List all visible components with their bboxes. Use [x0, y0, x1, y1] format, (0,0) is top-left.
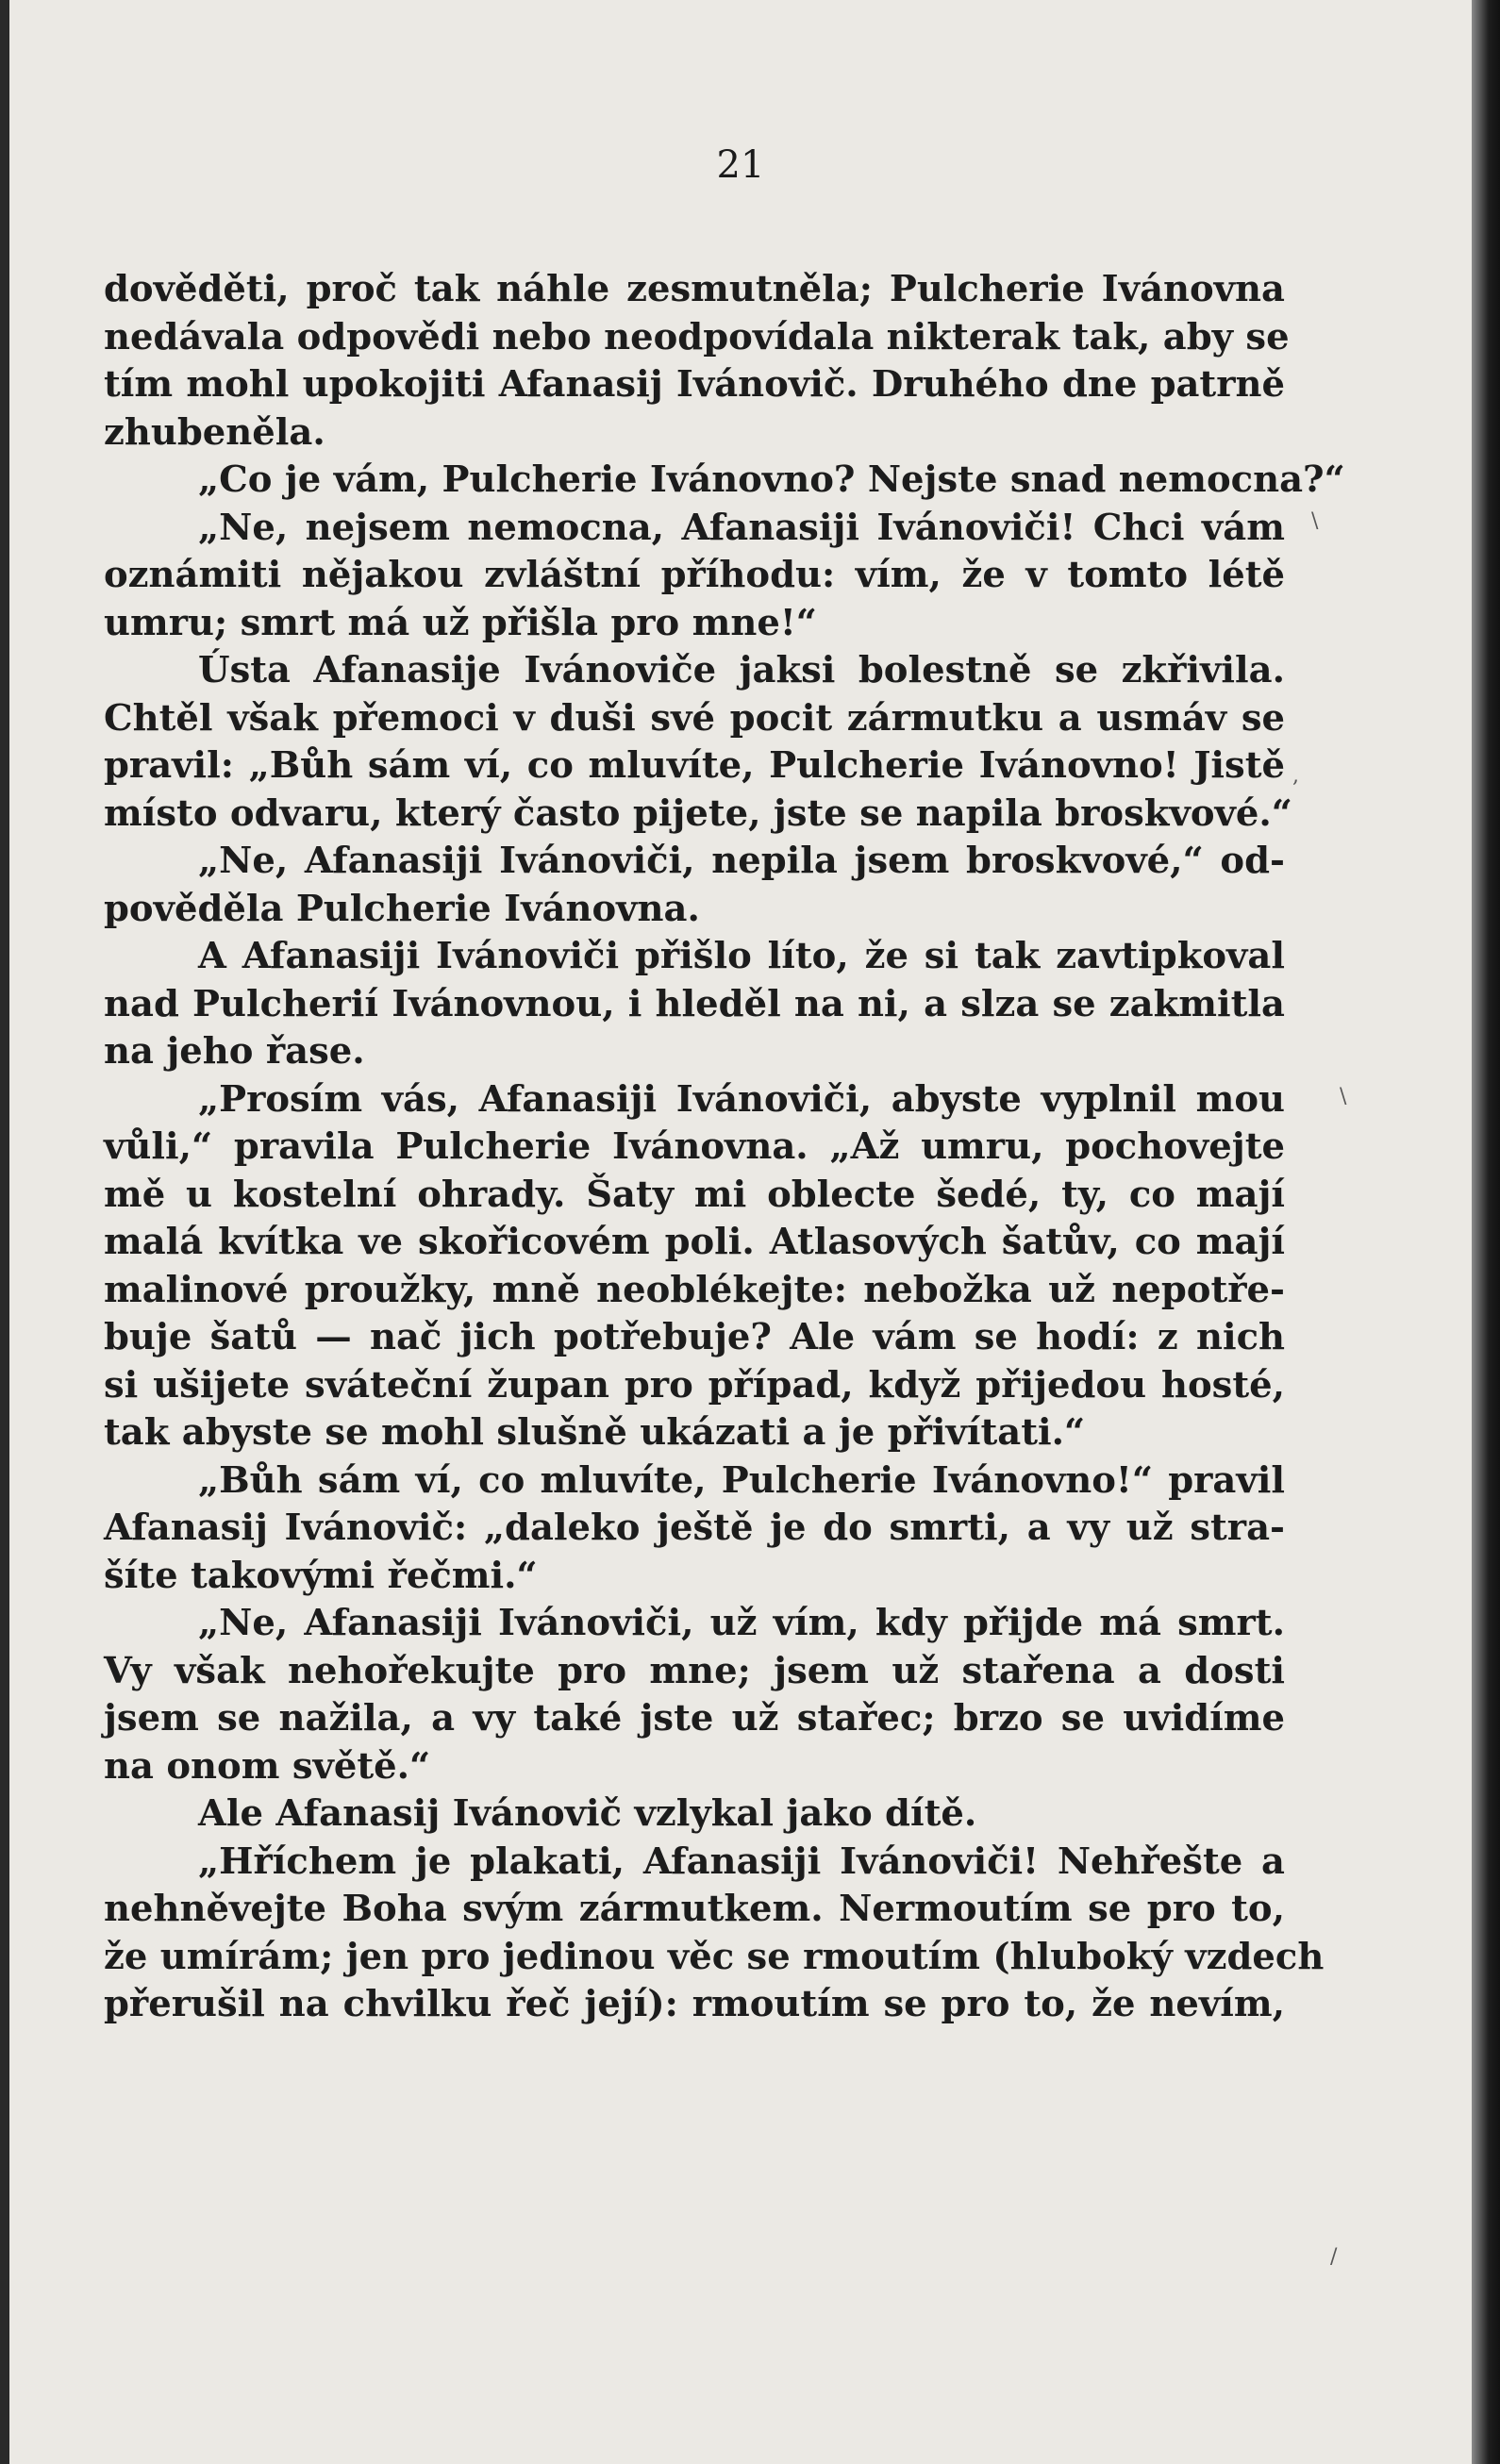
scan-speck: \ — [1311, 509, 1319, 533]
text-line: Vy však nehořekujte pro mne; jsem už stařena a dosti — [104, 1649, 1285, 1692]
text-line: „Prosím vás, Afanasiji Ivánoviči, abyste vyplnil mou — [198, 1077, 1285, 1121]
page-edge-shadow — [1472, 0, 1500, 2464]
text-line: Ale Afanasij Ivánovič vzlykal jako dítě. — [198, 1792, 977, 1835]
text-line: Chtěl však přemoci v duši své pocit zármutku a usmáv se — [104, 696, 1285, 740]
text-line: buje šatů — nač jich potřebuje? Ale vám se hodí: z nich — [104, 1316, 1285, 1358]
text-line: na onom světě.“ — [104, 1744, 431, 1788]
text-line: pravil: „Bůh sám ví, co mluvíte, Pulcherie Ivánovno! Jistě — [104, 744, 1285, 787]
scan-speck: , — [1292, 764, 1299, 788]
text-line: nad Pulcherií Ivánovnou, i hleděl na ni, a slza se zakmitla — [104, 982, 1285, 1025]
text-line: jsem se nažila, a vy také jste už stařec; brzo se uvidíme — [104, 1697, 1285, 1740]
text-line: A Afanasiji Ivánoviči přišlo líto, že si tak zavtipkoval — [198, 935, 1285, 977]
text-line: dověděti, proč tak náhle zesmutněla; Pulcherie Ivánovna — [104, 268, 1285, 310]
text-line: mě u kostelní ohrady. Šaty mi oblecte šedé, ty, co mají — [104, 1173, 1285, 1216]
scan-speck: \ — [1340, 1085, 1347, 1108]
page-text — [104, 266, 1345, 2029]
text-line: „Ne, nejsem nemocna, Afanasiji Ivánoviči! Chci vám — [198, 506, 1285, 549]
text-line: „Bůh sám ví, co mluvíte, Pulcherie Ivánovno!“ pravil — [198, 1458, 1285, 1502]
text-line: malá kvítka ve skořicovém poli. Atlasových šatův, co mají — [104, 1221, 1285, 1263]
text-line: „Ne, Afanasiji Ivánoviči, už vím, kdy přijde má smrt. — [198, 1602, 1285, 1644]
text-line: Ústa Afanasije Ivánoviče jaksi bolestně se zkřivila. — [198, 649, 1285, 691]
text-line: „Co je vám, Pulcherie Ivánovno? Nejste snad nemocna?“ — [198, 458, 1345, 501]
text-line: šíte takovými řečmi.“ — [104, 1554, 538, 1597]
text-line: místo odvaru, který často pijete, jste se napila broskvové.“ — [104, 791, 1292, 835]
text-line: zhubeněla. — [104, 410, 325, 454]
text-line: tak abyste se mohl slušně ukázati a je přivítati.“ — [104, 1411, 1086, 1454]
text-line: na jeho řase. — [104, 1030, 365, 1073]
text-line: „Hříchem je plakati, Afanasiji Ivánoviči! Nehřešte a — [198, 1840, 1285, 1883]
text-line: přerušil na chvilku řeč její): rmoutím se pro to, že nevím, — [104, 1983, 1285, 2025]
text-line: malinové proužky, mně neoblékejte: nebožka už nepotře- — [104, 1268, 1285, 1311]
text-line: vůli,“ pravila Pulcherie Ivánovna. „Až umru, pochovejte — [104, 1125, 1285, 1168]
text-line: umru; smrt má už přišla pro mne!“ — [104, 601, 817, 644]
text-line: nedávala odpovědi nebo neodpovídala nikterak tak, aby se — [104, 315, 1290, 358]
text-line: tím mohl upokojiti Afanasij Ivánovič. Druhého dne patrně — [104, 363, 1285, 406]
text-line: Afanasij Ivánovič: „daleko ještě je do smrti, a vy už stra- — [104, 1507, 1285, 1549]
text-line: nehněvejte Boha svým zármutkem. Nermoutím se pro to, — [104, 1888, 1285, 1930]
text-line: si ušijete sváteční župan pro případ, když přijedou hosté, — [104, 1363, 1285, 1407]
text-line: oznámiti nějakou zvláštní příhodu: vím, že v tomto létě — [104, 554, 1285, 596]
text-line: že umírám; jen pro jedinou věc se rmoutím (hluboký vzdech — [104, 1935, 1325, 1978]
scan-speck: / — [1330, 2245, 1338, 2269]
text-line: pověděla Pulcherie Ivánovna. — [104, 887, 700, 930]
book-page — [9, 0, 1472, 2464]
page-number: 21 — [716, 143, 765, 187]
text-line: „Ne, Afanasiji Ivánoviči, nepila jsem broskvové,“ od- — [198, 840, 1285, 882]
